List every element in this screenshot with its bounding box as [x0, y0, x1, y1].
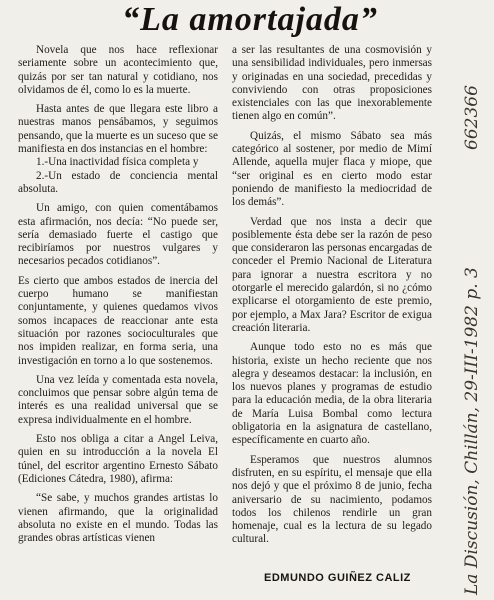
paragraph: Novela que nos hace reflexionar seriamente sobre un acontecimiento que, quizás por ser tan natural y cotidiano, nos olvidamos de él, como lo es la muerte.: [18, 44, 218, 96]
byline: EDMUNDO GUIÑEZ CALIZ: [264, 572, 411, 584]
left-column: [18, 44, 218, 551]
paragraph: Verdad que nos insta a decir que posiblemente ésta debe ser la razón de peso que consideraron las personas encargadas de conceder el Premio Nacional de Literatura para ignorar a nuestra escritora y no otorgarle el merecido galardón, si no ¿cómo explicarse el otorgamiento de este premio, por ejemplo, a Max Jara? Escritor de exigua creación literaria.: [232, 215, 432, 334]
paragraph: a ser las resultantes de una cosmovisión y una sensibilidad individuales, pero inmersas y originadas en una sociedad, precedidas y conviviendo con otras proposiciones existenciales con las que inexorablemente tienen algo en común”.: [232, 44, 432, 123]
paragraph: Quizás, el mismo Sábato sea más categórico al sostener, por medio de Mimí Allende, aquella mujer flaca y miope, que “ser original es en cierto modo estar poniendo de manifiesto la mediocridad de los demás”.: [232, 129, 432, 209]
paragraph: Esperamos que nuestros alumnos disfruten, en su espíritu, el mensaje que ella nos dejó y que el próximo 8 de junio, fecha aniversario de su nacimiento, podamos todos los chilenos rendirle un gran homenaje, cual es la lectura de su legado cultural.: [232, 453, 432, 546]
paragraph: Aunque todo esto no es más que historia, existe un hecho reciente que nos alegra y deseamos destacar: la inclusión, en los nuevos planes y programas de estudio para la educación media, de la obra literaria de María Luisa Bombal como lectura obligatoria en la asignatura de castellano, específicamente en cuarto año.: [232, 341, 432, 447]
paragraph: 2.-Un estado de conciencia mental absoluta.: [18, 169, 218, 195]
paragraph: 1.-Una inactividad física completa y: [36, 156, 199, 169]
handwritten-source-note: La Discusión, Chillán, 29-III-1982 p. 3: [462, 267, 482, 595]
headline: “La amortajada”: [122, 1, 378, 38]
paragraph: Es cierto que ambos estados de inercia del cuerpo humano se manifiestan conjuntamente, y quienes quedamos vivos somos incapaces de reaccionar ante esta situación por razones socioculturales que nos impiden realizar, en forma seria, una investigación en torno a lo que sostenemos.: [18, 274, 218, 367]
right-column: [232, 44, 432, 553]
paragraph: Un amigo, con quien comentábamos esta afirmación, nos decía: “No puede ser, sería demasiado fuerte el castigo que recibiríamos por nuestros vulgares y necesarios pecados cotidianos”.: [18, 202, 218, 268]
paragraph: Una vez leída y comentada esta novela, concluimos que pensar sobre algún tema de interés es una realidad universal que se expresa individualmente en el hombre.: [18, 373, 218, 426]
handwritten-annotation: [452, 60, 488, 600]
handwritten-number: 662366: [462, 85, 482, 150]
paragraph: Hasta antes de que llegara este libro a nuestras manos pensábamos, y seguimos pensando, que la muerte es un suceso que se manifiesta en dos instancias en el hombre:: [18, 103, 218, 156]
paragraph: Esto nos obliga a citar a Angel Leiva, quien en su introducción a la novela El túnel, del escritor argentino Ernesto Sábato (Ediciones Cátedra, 1980), afirma:: [18, 433, 218, 485]
paragraph: “Se sabe, y muchos grandes artistas lo vienen afirmando, que la originalidad absoluta no existe en el mundo. Todas las grandes obras artísticas vienen: [18, 492, 218, 545]
